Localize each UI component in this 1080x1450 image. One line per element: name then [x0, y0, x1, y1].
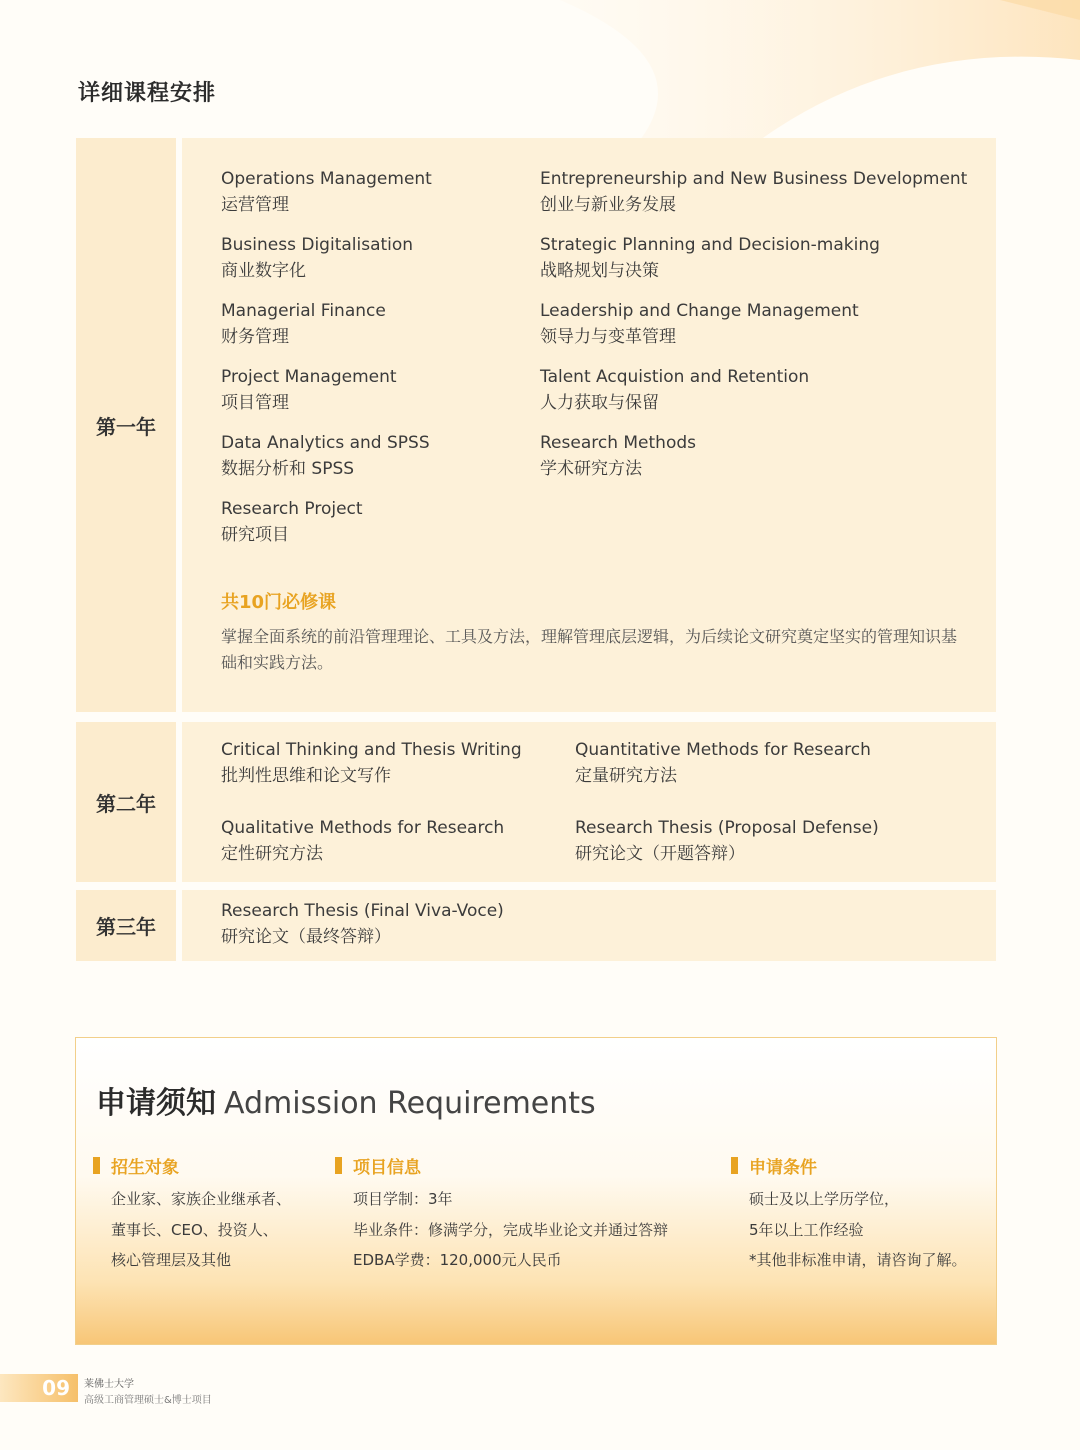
course-name-zh: 项目管理 — [221, 393, 289, 413]
year-two-courses — [182, 722, 996, 882]
course-item — [221, 364, 397, 416]
course-name-zh: 数据分析和 SPSS — [221, 459, 355, 479]
course-name-en: Qualitative Methods for Research — [221, 818, 505, 838]
year-one-section — [76, 138, 996, 712]
course-name-en: Strategic Planning and Decision-making — [540, 235, 880, 255]
course-name-en: Critical Thinking and Thesis Writing — [221, 740, 522, 760]
course-name-zh: 研究项目 — [221, 525, 289, 545]
course-item — [221, 815, 504, 867]
footer-university-name: 莱佛士大学 — [84, 1379, 134, 1390]
admission-column-program-info — [335, 1153, 668, 1276]
year-one-courses — [182, 138, 996, 712]
admission-title-en: Admission Requirements — [224, 1086, 596, 1121]
course-name-zh: 财务管理 — [221, 327, 289, 347]
admission-column-heading: 申请条件 — [749, 1158, 817, 1178]
admission-line: 核心管理层及其他 — [111, 1251, 232, 1269]
admission-line: EDBA学费：120,000元人民币 — [353, 1251, 562, 1269]
course-name-zh: 运营管理 — [221, 195, 289, 215]
year-three-courses — [182, 890, 996, 961]
course-name-zh: 研究论文（最终答辩） — [221, 927, 391, 947]
course-name-zh: 定量研究方法 — [575, 766, 677, 786]
course-name-zh: 研究论文（开题答辩） — [575, 844, 745, 864]
course-item — [221, 898, 504, 950]
bullet-bar-icon — [335, 1157, 342, 1174]
course-item — [540, 298, 859, 350]
course-name-zh: 批判性思维和论文写作 — [221, 766, 391, 786]
footer-program-name: 高级工商管理硕士&博士项目 — [84, 1395, 212, 1406]
admission-column-heading: 招生对象 — [111, 1158, 179, 1178]
course-name-en: Research Thesis (Proposal Defense) — [575, 818, 879, 838]
admission-line: 企业家、家族企业继承者、 — [111, 1190, 292, 1208]
course-name-en: Operations Management — [221, 169, 432, 189]
admission-title — [96, 1078, 596, 1122]
admission-title-zh: 申请须知 — [96, 1086, 216, 1121]
admission-line: 董事长、CEO、投资人、 — [111, 1220, 278, 1239]
course-item — [221, 496, 363, 548]
course-item — [575, 737, 871, 789]
course-name-en: Business Digitalisation — [221, 235, 414, 255]
course-item — [221, 430, 430, 482]
year-label: 第二年 — [76, 722, 176, 882]
course-name-en: Research Methods — [540, 433, 696, 453]
course-name-zh: 定性研究方法 — [221, 844, 323, 864]
admission-column-conditions — [731, 1153, 967, 1276]
admission-line: 项目学制：3年 — [353, 1190, 453, 1208]
course-name-zh: 商业数字化 — [221, 261, 306, 281]
admission-column-audience — [93, 1153, 291, 1276]
admission-column-heading: 项目信息 — [353, 1158, 421, 1178]
course-name-zh: 人力获取与保留 — [540, 393, 659, 413]
course-name-en: Research Thesis (Final Viva-Voce) — [221, 901, 504, 921]
course-name-zh: 创业与新业务发展 — [540, 195, 676, 215]
course-name-en: Quantitative Methods for Research — [575, 740, 871, 760]
admission-line: 硕士及以上学历学位， — [749, 1190, 900, 1208]
admission-line: *其他非标准申请，请咨询了解。 — [749, 1251, 967, 1269]
year-one-summary: 掌握全面系统的前沿管理理论、工具及方法，理解管理底层逻辑，为后续论文研究奠定坚实的管理知识基础和实践方法。 — [221, 627, 958, 672]
course-name-en: Managerial Finance — [221, 301, 386, 321]
course-name-zh: 领导力与变革管理 — [540, 327, 676, 347]
course-item — [540, 232, 880, 284]
course-name-zh: 学术研究方法 — [540, 459, 642, 479]
course-name-en: Entrepreneurship and New Business Development — [540, 169, 968, 189]
course-item — [221, 298, 386, 350]
course-item — [221, 166, 432, 218]
admission-line: 毕业条件：修满学分，完成毕业论文并通过答辩 — [353, 1220, 669, 1239]
course-item — [221, 737, 522, 789]
admission-line: 5年以上工作经验 — [749, 1220, 864, 1239]
course-name-en: Leadership and Change Management — [540, 301, 859, 321]
page-title: 详细课程安排 — [78, 81, 217, 106]
bullet-bar-icon — [731, 1157, 738, 1174]
year-label: 第三年 — [76, 890, 176, 961]
year-two-section — [76, 722, 996, 882]
course-name-en: Project Management — [221, 367, 397, 387]
course-item — [540, 430, 696, 482]
course-item — [221, 232, 413, 284]
year-three-section — [76, 890, 996, 961]
course-name-en: Talent Acquistion and Retention — [540, 367, 810, 387]
year-label: 第一年 — [76, 138, 176, 712]
course-item — [540, 166, 967, 218]
admission-requirements-panel — [75, 1037, 997, 1345]
course-item — [540, 364, 809, 416]
course-name-zh: 战略规划与决策 — [540, 261, 659, 281]
page-number: 09 — [0, 1374, 78, 1402]
bullet-bar-icon — [93, 1157, 100, 1174]
required-courses-count: 共10门必修课 — [221, 592, 337, 613]
course-name-en: Research Project — [221, 499, 363, 519]
course-item — [575, 815, 879, 867]
course-name-en: Data Analytics and SPSS — [221, 433, 430, 453]
